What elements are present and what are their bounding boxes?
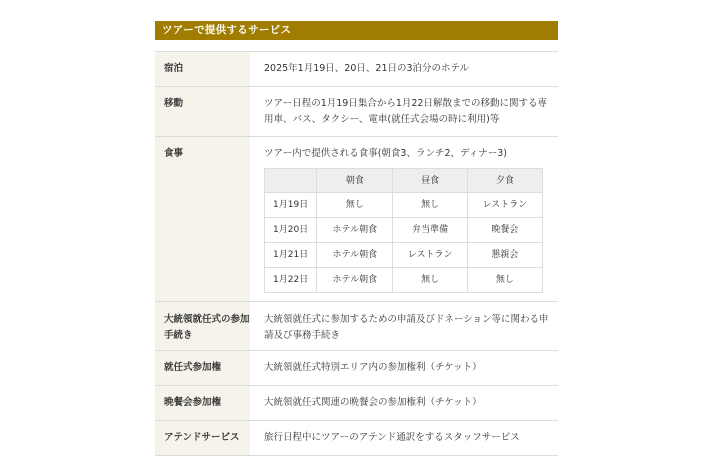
section-title: ツアーで提供するサービス xyxy=(155,21,558,40)
row-content: 大統領就任式に参加するための申請及びドネーション等に関わる申請及び事務手続き xyxy=(264,314,549,341)
table-cell: レストラン xyxy=(467,193,542,218)
row-label: 宿泊 xyxy=(155,52,250,86)
table-cell: 懇親会 xyxy=(467,243,542,268)
header-cell: 夕食 xyxy=(467,169,542,193)
row-label: アテンドサービス xyxy=(155,421,250,455)
row-accommodation xyxy=(155,51,558,86)
table-cell: 無し xyxy=(393,193,467,218)
row-attend-service xyxy=(155,420,558,456)
row-content: 大統領就任式関連の晩餐会の参加権利（チケット） xyxy=(264,397,482,408)
table-cell: 無し xyxy=(393,268,467,293)
table-row xyxy=(265,218,543,243)
table-row xyxy=(265,268,543,293)
table-cell: レストラン xyxy=(393,243,467,268)
table-row xyxy=(265,193,543,218)
table-row xyxy=(265,243,543,268)
row-label: 大統領就任式の参加手続き xyxy=(155,302,250,350)
header-cell: 朝食 xyxy=(317,169,393,193)
table-cell: 無し xyxy=(467,268,542,293)
row-meals xyxy=(155,136,558,301)
meals-summary: ツアー内で提供される食事(朝食3、ランチ2、ディナー3) xyxy=(264,148,508,159)
row-content xyxy=(250,137,558,301)
table-cell: ホテル朝食 xyxy=(317,243,393,268)
row-content: 旅行日程中にツアーのアテンド通訳をするスタッフサービス xyxy=(264,432,520,443)
row-dinner-ticket xyxy=(155,385,558,420)
date-cell: 1月19日 xyxy=(265,193,317,218)
table-cell: 無し xyxy=(317,193,393,218)
row-transport xyxy=(155,86,558,136)
row-content: 2025年1月19日、20日、21日の3泊分のホテル xyxy=(264,63,470,74)
row-inauguration-procedure xyxy=(155,301,558,350)
meal-table-header xyxy=(265,169,543,193)
row-label: 移動 xyxy=(155,87,250,136)
date-cell: 1月21日 xyxy=(265,243,317,268)
table-cell: ホテル朝食 xyxy=(317,268,393,293)
row-label: 晩餐会参加権 xyxy=(155,386,250,420)
meal-table xyxy=(264,168,543,293)
date-cell: 1月20日 xyxy=(265,218,317,243)
date-cell: 1月22日 xyxy=(265,268,317,293)
header-cell xyxy=(265,169,317,193)
row-content: 大統領就任式特別エリア内の参加権利（チケット） xyxy=(264,362,482,373)
row-inauguration-ticket xyxy=(155,350,558,385)
header-cell: 昼食 xyxy=(393,169,467,193)
table-cell: 晩餐会 xyxy=(467,218,542,243)
row-label: 食事 xyxy=(155,137,250,301)
table-cell: 弁当準備 xyxy=(393,218,467,243)
services-section xyxy=(155,21,558,456)
table-cell: ホテル朝食 xyxy=(317,218,393,243)
row-content: ツアー日程の1月19日集合から1月22日解散までの移動に関する専用車、バス、タクシー、電車(就任式会場の時に利用)等 xyxy=(264,98,547,125)
row-label: 就任式参加権 xyxy=(155,351,250,385)
